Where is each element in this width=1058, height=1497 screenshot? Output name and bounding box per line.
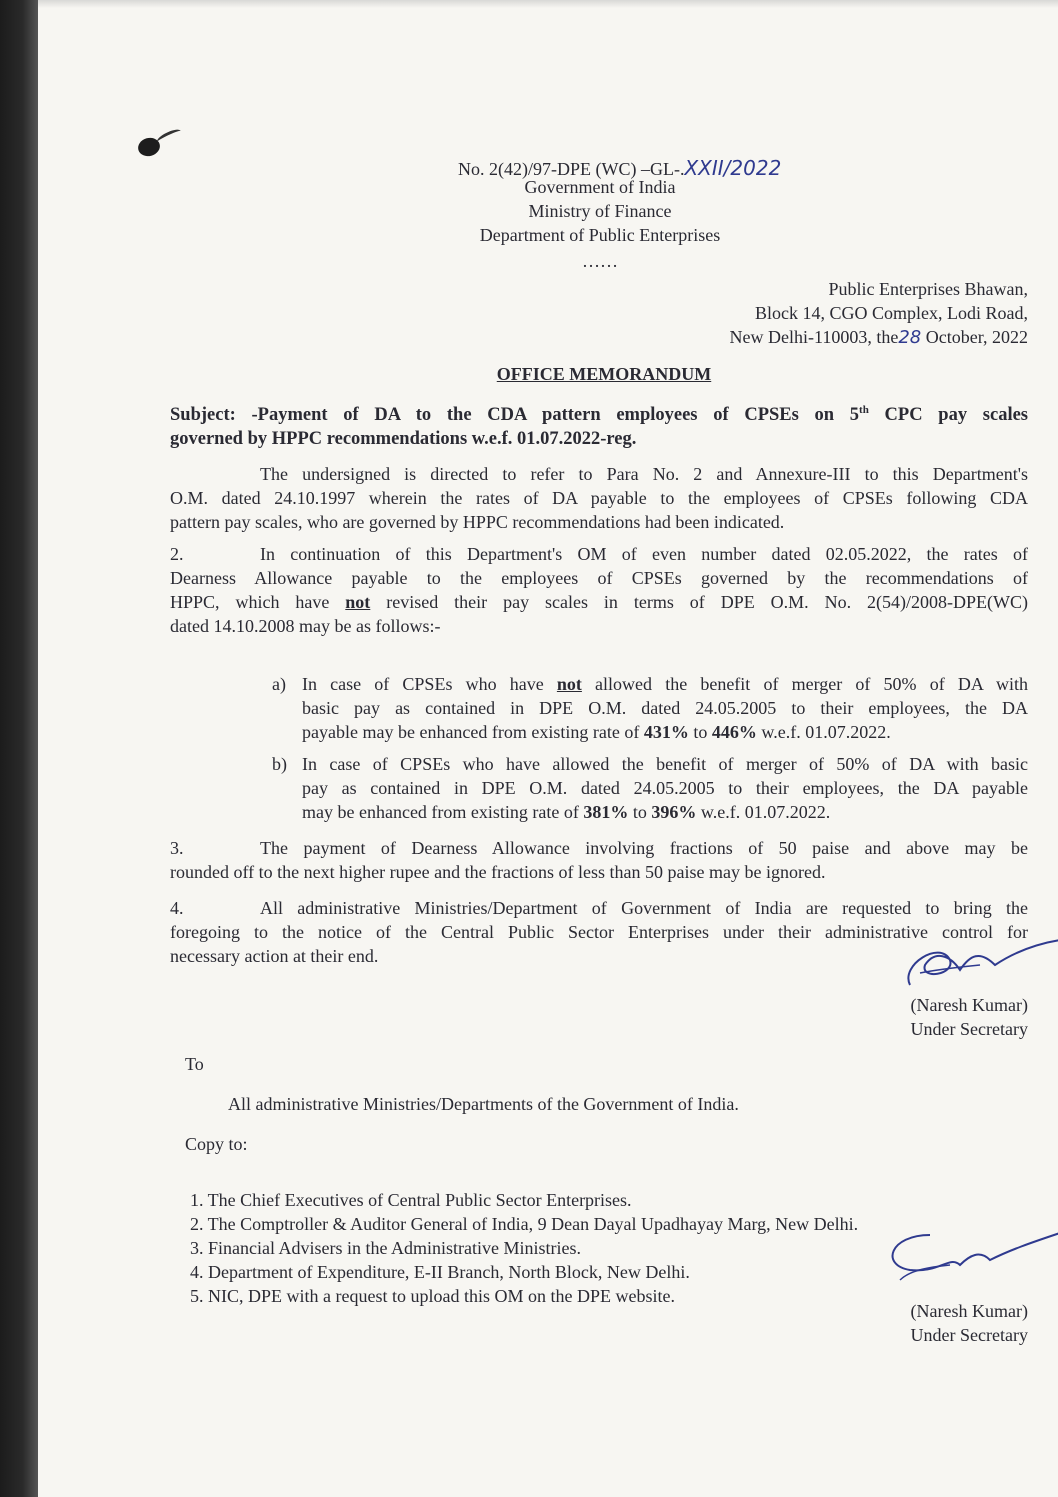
item-a: a) In case of CPSEs who have not allowed the benefit of merger of 50% of DA with basic pay as contained in DPE O.M. dated 24.05.2005 to their employees, the DA payable may be enhanced from existing rate of 431% to 446% w.e.f. 01.07.2022. — [272, 674, 1028, 742]
signature-1 — [880, 935, 1058, 995]
handwritten-date: 28 — [898, 327, 922, 348]
paragraph-3: 3. The payment of Dearness Allowance involving fractions of 50 paise and above may be rounded off to the next higher rupee and the fractions of less than 50 paise may be ignored. — [170, 838, 1028, 882]
page-title: OFFICE MEMORANDUM — [496, 364, 712, 384]
paragraph-1: The undersigned is directed to refer to Para No. 2 and Annexure-III to this Department's O.M. dated 24.10.1997 wherein the rates of DA payable to the employees of CPSEs following CDA pattern pay scales, who are governed by HPPC recommendations had been indicated. — [170, 464, 1028, 532]
subject: Subject: -Payment of DA to the CDA pattern employees of CPSEs on 5th CPC pay scales governed by HPPC recommendations w.e.f. 01.07.2022-reg. — [170, 404, 1028, 450]
signatory-1-name: (Naresh Kumar) — [910, 995, 1028, 1015]
list-item: 5. NIC, DPE with a request to upload this OM on the DPE website. — [190, 1286, 675, 1306]
address-line-3: New Delhi-110003, the28 October, 2022 — [729, 327, 1028, 348]
signatory-2-designation: Under Secretary — [910, 1325, 1028, 1345]
ministry-name: Ministry of Finance — [528, 201, 672, 221]
to-label: To — [185, 1054, 204, 1074]
address-line-2: Block 14, CGO Complex, Lodi Road, — [755, 303, 1028, 323]
scan-left-edge — [0, 0, 38, 1497]
header-dots: …… — [582, 251, 618, 271]
list-item: 1. The Chief Executives of Central Public Sector Enterprises. — [190, 1190, 632, 1210]
paragraph-4: 4. All administrative Ministries/Department of Government of India are requested to bring the foregoing to the notice of the Central Public Sector Enterprises under their administrative control for necessary action at their end. — [170, 898, 1028, 966]
signatory-2-name: (Naresh Kumar) — [910, 1301, 1028, 1321]
department-name: Department of Public Enterprises — [479, 225, 721, 245]
copy-list — [190, 1188, 858, 1308]
list-item: 3. Financial Advisers in the Administrative Ministries. — [190, 1238, 581, 1258]
item-b: b) In case of CPSEs who have allowed the benefit of merger of 50% of DA with basic pay as contained in DPE O.M. dated 24.05.2005 to their employees, the DA payable may be enhanced from existing rate of 381% to 396% w.e.f. 01.07.2022. — [272, 754, 1028, 822]
list-item: 4. Department of Expenditure, E-II Branch, North Block, New Delhi. — [190, 1262, 690, 1282]
scan-top-edge — [38, 0, 1058, 8]
copy-to-label: Copy to: — [185, 1134, 248, 1154]
signatory-1-designation: Under Secretary — [910, 1019, 1028, 1039]
reference-number: No. 2(42)/97-DPE (WC) –GL-.XXII/2022 — [458, 156, 782, 180]
punch-hole-mark-tail — [155, 127, 182, 146]
government-name: Government of India — [524, 177, 676, 197]
address-line-1: Public Enterprises Bhawan, — [828, 279, 1028, 299]
handwritten-reference: XXII/2022 — [684, 156, 782, 180]
to-recipients: All administrative Ministries/Departments of the Government of India. — [228, 1094, 739, 1114]
list-item: 2. The Comptroller & Auditor General of India, 9 Dean Dayal Upadhayay Marg, New Delhi. — [190, 1214, 859, 1234]
signature-2 — [870, 1225, 1058, 1285]
paragraph-2: 2. In continuation of this Department's OM of even number dated 02.05.2022, the rates of Dearness Allowance payable to the employees of CPSEs governed by the recommendations of HPPC, which have not revised their pay scales in terms of DPE O.M. No. 2(54)/2008-DPE(WC) dated 14.10.2008 may be as follows:- — [170, 544, 1028, 636]
